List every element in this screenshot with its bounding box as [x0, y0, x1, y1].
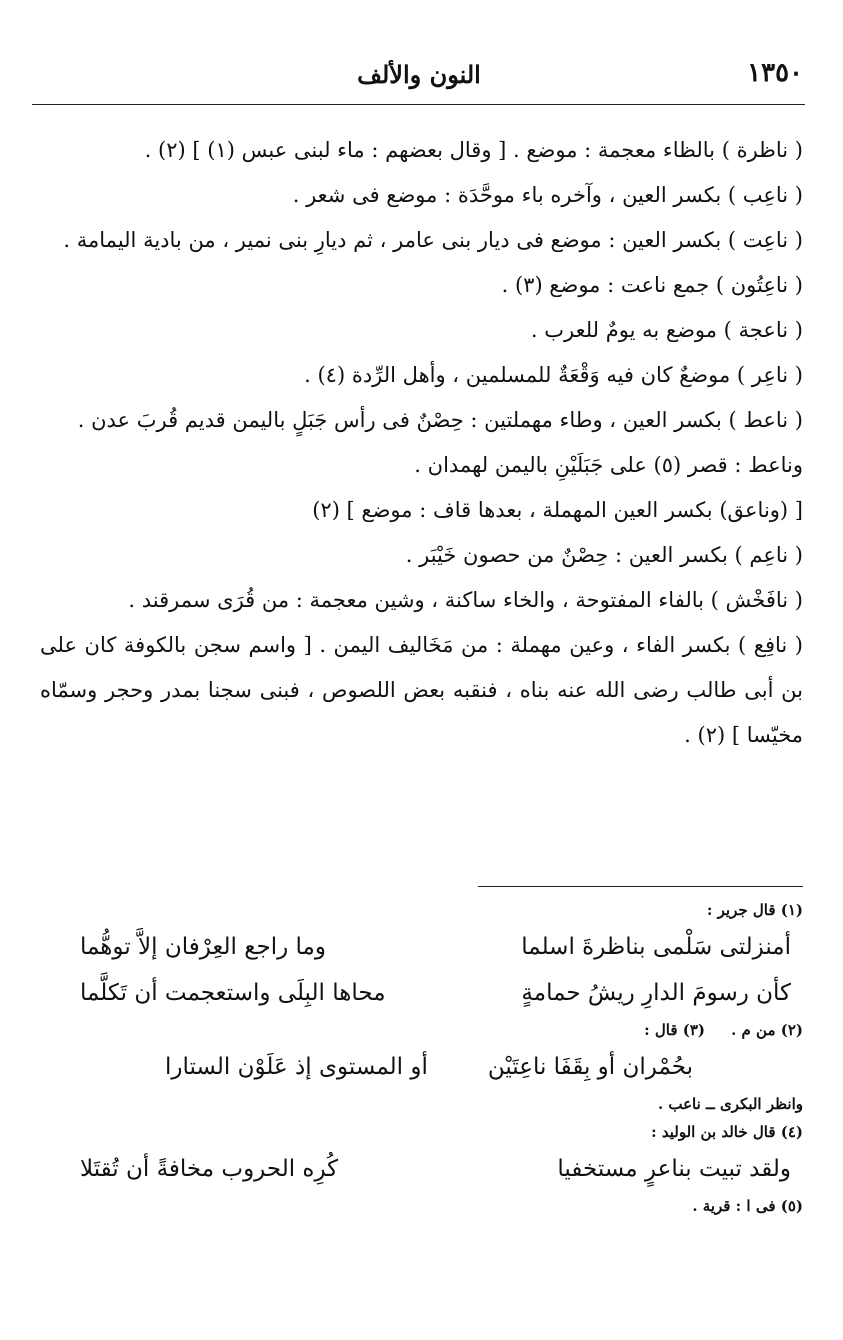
hemistich: ولقد تبيت بناعرٍ مستخفيا [557, 1156, 791, 1182]
page-header [35, 58, 803, 96]
hemistich: كأن رسومَ الدارِ ريشُ حمامةٍ [521, 980, 791, 1006]
footnote-3-note: وانظر البكرى ــ ناعب . [657, 1095, 803, 1113]
entry-nait-palace: وناعط : قصر (٥) على جَبَلَيْنِ باليمن لهمدان . [414, 453, 803, 477]
entry-nafi: ( نافِع ) بكسر الفاء ، وعين مهملة : من مَخَاليف اليمن . [ واسم سجن بالكوفة كان على بن أبى طالب رضى الله عنه بناه ، فنقبه بعض اللصوص ، فبنى سجنا بمدر وحجر وسمّاه مخيّسا ] (٢) . [40, 633, 803, 747]
hemistich: أو المستوى إذ عَلَوْن الستارا [164, 1054, 428, 1080]
footnote-5: (٥) فى ا : قرية . [692, 1197, 803, 1215]
verse-line [40, 970, 803, 1016]
hemistich: أمنزلتى سَلْمى بناظرةَ اسلما [521, 934, 791, 960]
verse-line [40, 924, 803, 970]
verse-line [40, 1044, 803, 1090]
entry-naim: ( ناعِم ) بكسر العين : حِصْنٌ من حصون خَيْبَر . [405, 543, 803, 567]
entry-naiq: [ (وناعق) بكسر العين المهملة ، بعدها قاف : موضع ] (٢) [312, 498, 803, 522]
entry-nair: ( ناعِر ) موضعٌ كان فيه وَقْعَةٌ للمسلمين ، وأهل الرِّدة (٤) . [304, 363, 803, 387]
verse-line [40, 1146, 803, 1192]
entry-nait-2: ( ناعط ) بكسر العين ، وطاء مهملتين : حِصْنٌ فى رأس جَبَلٍ باليمن قديم قُربَ عدن . [77, 408, 803, 432]
entry-naib: ( ناعِب ) بكسر العين ، وآخره باء موحَّدَة : موضع فى شعر . [292, 183, 803, 207]
hemistich: بحُمْران أو بِقَفَا ناعِتَيْن [487, 1054, 693, 1080]
main-text [40, 128, 803, 758]
entry-naija: ( ناعجة ) موضع به يومٌ للعرب . [530, 318, 803, 342]
hemistich: محاها البِلَى واستعجمت أن تَكلَّما [80, 980, 386, 1006]
entry-nazira: ( ناظرة ) بالظاء معجمة : موضع . [ وقال بعضهم : ماء لبنى عبس (١) ] (٢) . [144, 138, 803, 162]
footnote-2-3-label: (٢) من م . (٣) قال : [644, 1021, 803, 1039]
page-number: ١٣٥٠ [747, 58, 803, 88]
footnote-4-label: (٤) قال خالد بن الوليد : [651, 1123, 803, 1141]
footnote-1-label: (١) قال جرير : [706, 901, 803, 919]
header-rule [32, 104, 805, 105]
entry-nait: ( ناعِت ) بكسر العين : موضع فى ديار بنى عامر ، ثم ديارِ بنى نمير ، من بادية اليمامة . [63, 228, 803, 252]
footnotes [40, 896, 803, 1220]
entry-naitun: ( ناعِتُون ) جمع ناعت : موضع (٣) . [501, 273, 803, 297]
hemistich: كُرِه الحروب مخافةً أن تُقتَلا [80, 1156, 339, 1182]
hemistich: وما راجع العِرْفان إلاَّ توهُّما [80, 934, 326, 960]
footnote-rule [478, 886, 803, 887]
entry-nafakhsh: ( نافَخْش ) بالفاء المفتوحة ، والخاء ساكنة ، وشين معجمة : من قُرَى سمرقند . [128, 588, 803, 612]
running-title: النون والألف [357, 60, 481, 89]
